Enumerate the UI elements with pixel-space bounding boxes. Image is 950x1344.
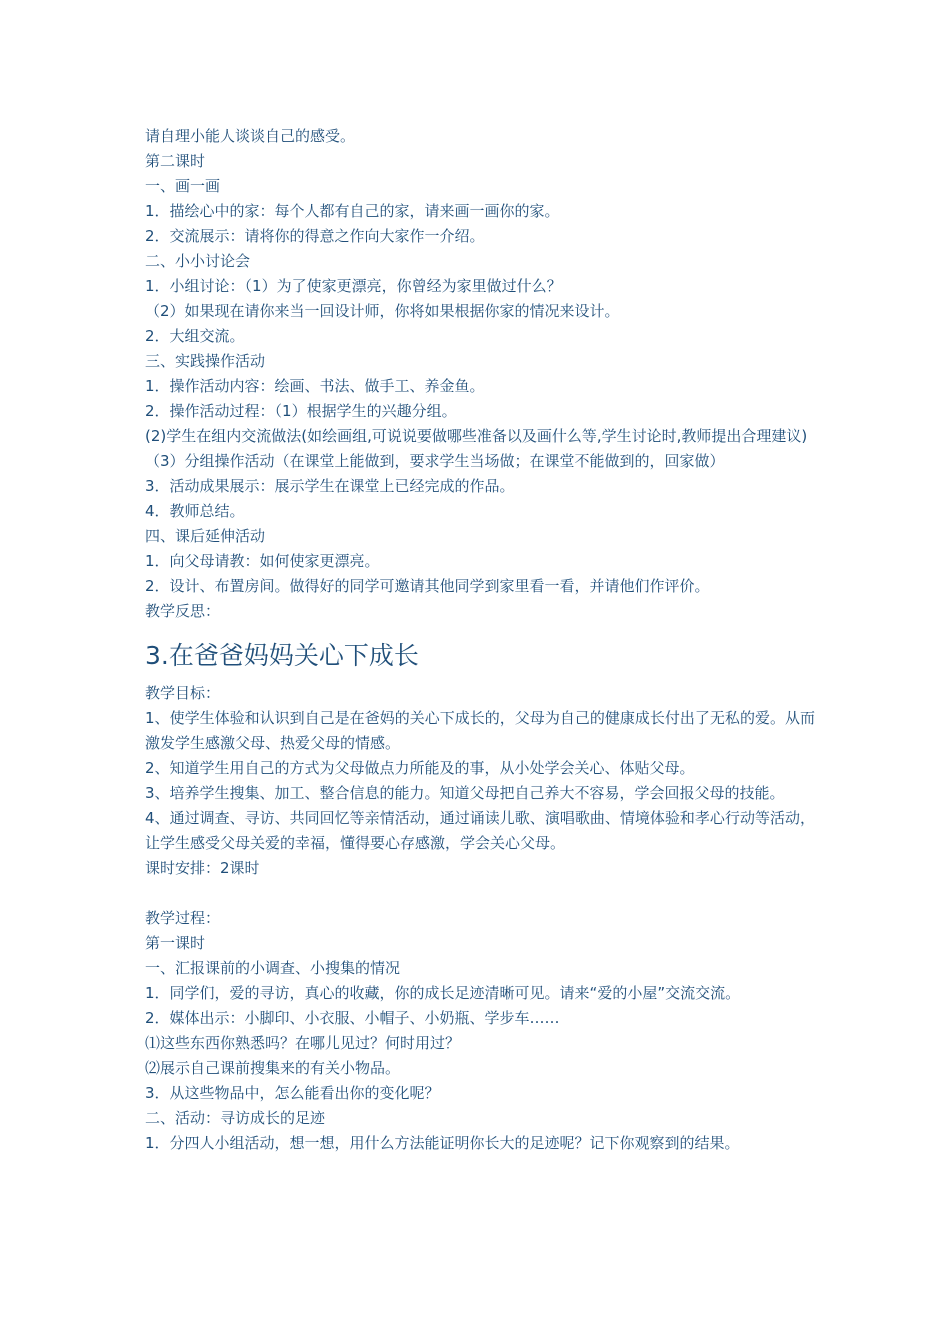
spacer xyxy=(145,881,815,906)
section-heading: 二、小小讨论会 xyxy=(145,252,251,270)
text-line: 1．操作活动内容：绘画、书法、做手工、养金鱼。 xyxy=(145,377,485,395)
text-line: 2．大组交流。 xyxy=(145,327,245,345)
text-line: 2．设计、布置房间。做得好的同学可邀请其他同学到家里看一看，并请他们作评价。 xyxy=(145,577,710,595)
text-line: 2．操作活动过程：（1）根据学生的兴趣分组。 xyxy=(145,402,457,420)
lesson-goals-section xyxy=(145,681,815,881)
text-line: 1．向父母请教：如何使家更漂亮。 xyxy=(145,552,380,570)
section-heading: 二、活动：寻访成长的足迹 xyxy=(145,1109,326,1127)
process-label: 教学过程： xyxy=(145,909,221,927)
text-line: 1．同学们，爱的寻访，真心的收藏，你的成长足迹清晰可见。请来“爱的小屋”交流交流。 xyxy=(145,984,741,1002)
reflection-label: 教学反思： xyxy=(145,602,221,620)
goal-item: 2、知道学生用自己的方式为父母做点力所能及的事，从小处学会关心、体贴父母。 xyxy=(145,759,695,777)
lesson-two-section xyxy=(145,124,815,624)
text-line: 2．媒体出示：小脚印、小衣服、小帽子、小奶瓶、学步车…… xyxy=(145,1009,560,1027)
section-heading: 一、画一画 xyxy=(145,177,221,195)
document-page xyxy=(145,124,815,1156)
goal-item: 3、培养学生搜集、加工、整合信息的能力。知道父母把自己养大不容易，学会回报父母的技能。 xyxy=(145,784,785,802)
text-line: ⑵展示自己课前搜集来的有关小物品。 xyxy=(145,1059,401,1077)
text-line: 3．活动成果展示：展示学生在课堂上已经完成的作品。 xyxy=(145,477,515,495)
text-line: 4．教师总结。 xyxy=(145,502,245,520)
section-heading: 三、实践操作活动 xyxy=(145,352,266,370)
goals-label: 教学目标： xyxy=(145,684,221,702)
text-line: ⑴这些东西你熟悉吗？在哪儿见过？何时用过？ xyxy=(145,1034,461,1052)
text-line: 1．分四人小组活动，想一想，用什么方法能证明你长大的足迹呢？记下你观察到的结果。 xyxy=(145,1134,740,1152)
goal-item: 1、使学生体验和认识到自己是在爸妈的关心下成长的，父母为自己的健康成长付出了无私的爱。从而激发学生感激父母、热爱父母的情感。 xyxy=(145,709,815,752)
goal-item: 4、通过调查、寻访、共同回忆等亲情活动，通过诵读儿歌、演唱歌曲、情境体验和孝心行动等活动，让学生感受父母关爱的幸福，懂得要心存感激，学会关心父母。 xyxy=(145,809,815,852)
text-line: 请自理小能人谈谈自己的感受。 xyxy=(145,127,356,145)
text-line: 3．从这些物品中，怎么能看出你的变化呢？ xyxy=(145,1084,440,1102)
text-line: 1．描绘心中的家：每个人都有自己的家，请来画一画你的家。 xyxy=(145,202,560,220)
text-line: （3）分组操作活动（在课堂上能做到，要求学生当场做；在课堂不能做到的，回家做） xyxy=(145,452,725,470)
section-heading: 第二课时 xyxy=(145,152,206,170)
text-line: 2．交流展示：请将你的得意之作向大家作一介绍。 xyxy=(145,227,485,245)
text-line: 1．小组讨论：（1）为了使家更漂亮，你曾经为家里做过什么？ xyxy=(145,277,562,295)
text-line: （2）如果现在请你来当一回设计师，你将如果根据你家的情况来设计。 xyxy=(145,302,620,320)
teaching-process-section xyxy=(145,906,815,1156)
section-heading: 一、汇报课前的小调查、小搜集的情况 xyxy=(145,959,401,977)
text-paragraph: (2)学生在组内交流做法(如绘画组,可说说要做哪些准备以及画什么等,学生讨论时,教师提出合理建议) xyxy=(145,427,808,445)
section-heading: 第一课时 xyxy=(145,934,206,952)
schedule-line: 课时安排：2课时 xyxy=(145,859,260,877)
lesson-title: 3.在爸爸妈妈关心下成长 xyxy=(145,641,419,670)
section-heading: 四、课后延伸活动 xyxy=(145,527,266,545)
